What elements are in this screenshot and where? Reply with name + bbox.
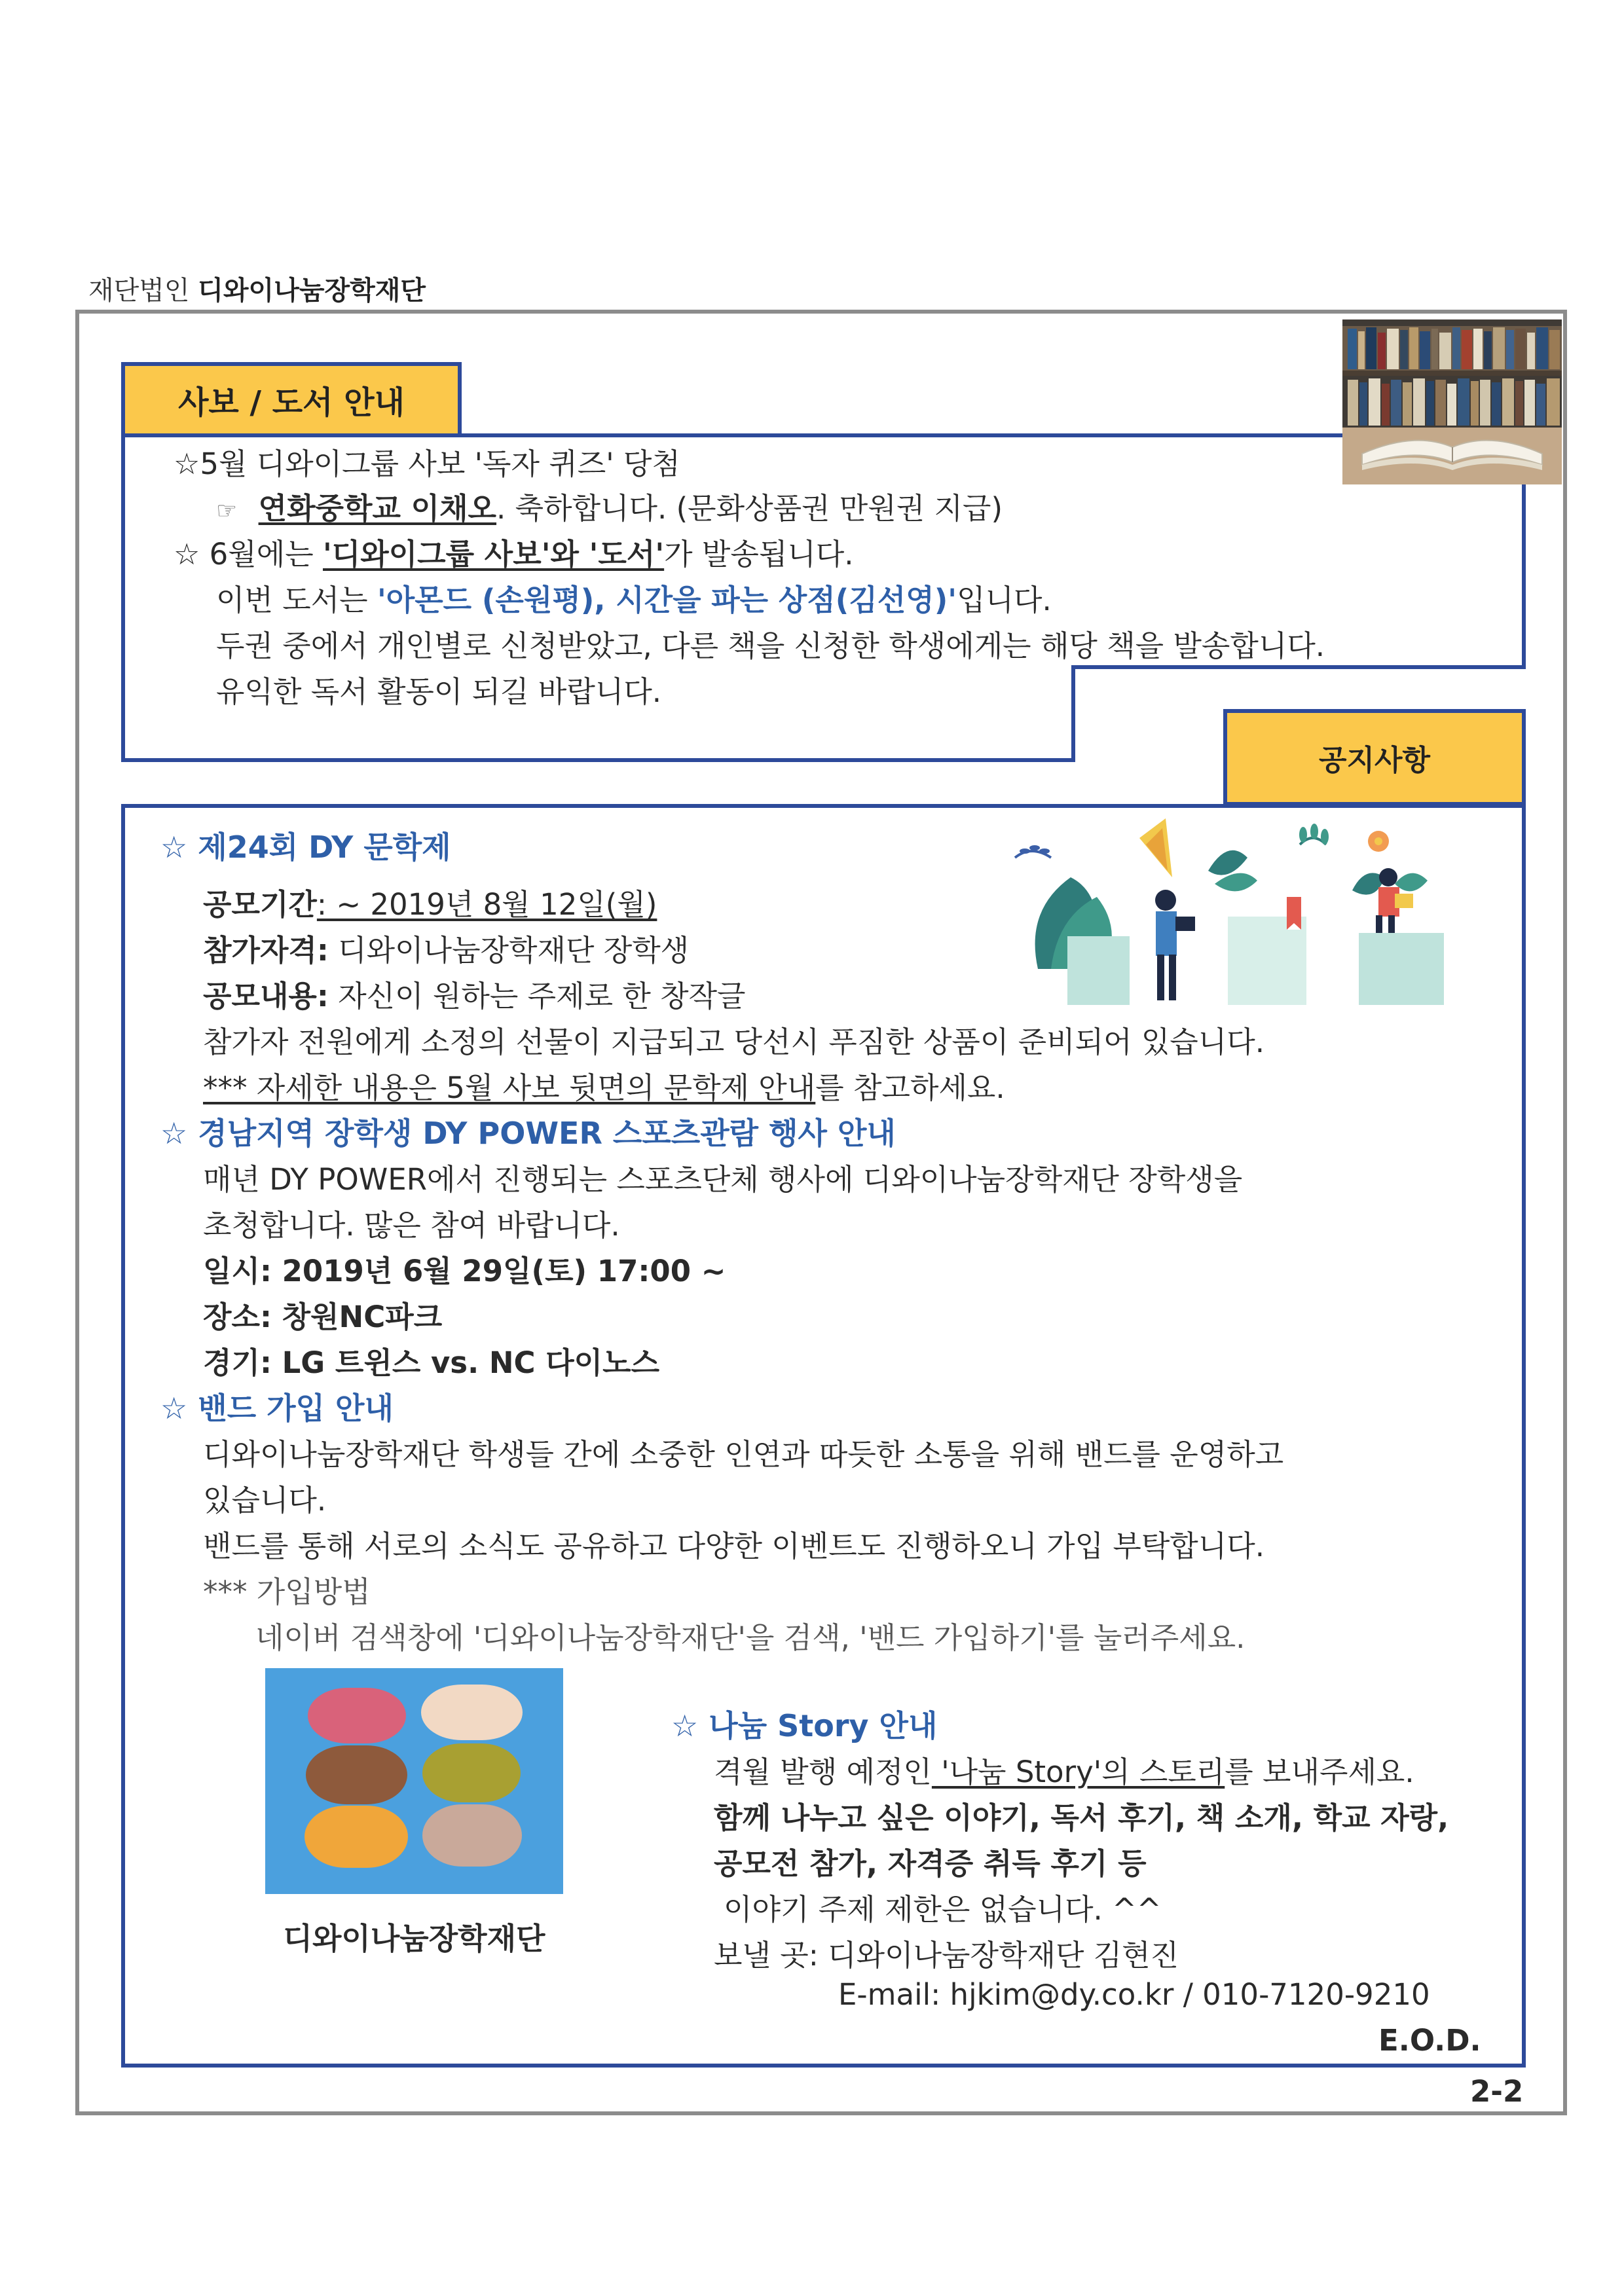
band-desc2: 있습니다. (203, 1483, 327, 1518)
sports-desc1: 매년 DY POWER에서 진행되는 스포츠단체 행사에 디와이나눔장학재단 장학생을 (203, 1162, 1243, 1197)
org-name: 디와이나눔장학재단 (198, 276, 426, 306)
reading-people-illustration (1012, 818, 1470, 1005)
section1-tab (121, 362, 462, 437)
literature-note2-rest: 를 참고하세요. (815, 1070, 1005, 1105)
eligibility-label: 참가자격: (203, 933, 329, 968)
content-row (203, 972, 746, 1015)
story-title: ☆ 나눔 Story 안내 (671, 1708, 938, 1743)
story-line1-prefix: 격월 발행 예정인 (714, 1755, 932, 1789)
literature-festival-title: ☆ 제24회 DY 문학제 (160, 829, 451, 865)
literature-note2-link: *** 자세한 내용은 5월 사보 뒷면의 문학제 안내 (203, 1070, 816, 1105)
section1-line3-prefix: ☆ 6월에는 (174, 537, 323, 572)
story-line1 (714, 1748, 1414, 1791)
pointing-hand-icon: ☞ (216, 498, 238, 524)
content-label: 공모내용: (203, 979, 329, 1013)
mailing-items: '디와이그룹 사보'와 '도서' (323, 537, 665, 572)
section2-tab (1223, 709, 1526, 806)
section1-line2-rest: . 축하합니다. (문화상품권 만원권 지급) (496, 491, 1003, 526)
story-line1-suffix: 를 보내주세요. (1225, 1755, 1414, 1789)
band-desc1: 디와이나눔장학재단 학생들 간에 소중한 인연과 따듯한 소통을 위해 밴드를 운영하고 (203, 1437, 1284, 1472)
story-line2: 함께 나누고 싶은 이야기, 독서 후기, 책 소개, 학교 자랑, (714, 1800, 1449, 1835)
period-row (203, 881, 657, 923)
sports-desc2: 초청합니다. 많은 참여 바랍니다. (203, 1208, 620, 1243)
section1-line3 (174, 530, 854, 573)
sports-date: 일시: 2019년 6월 29일(토) 17:00 ~ (203, 1254, 726, 1288)
macaron-cream (421, 1685, 523, 1740)
eligibility-value: 디와이나눔장학재단 장학생 (328, 933, 690, 968)
story-line4: 이야기 주제 제한은 없습니다. ^^ (724, 1892, 1162, 1927)
story-line1-link: '나눔 Story'의 스토리 (931, 1755, 1225, 1789)
macaron-orange (304, 1806, 408, 1868)
open-book-photo-graphic (1342, 319, 1562, 484)
literature-note1: 참가자 전원에게 소정의 선물이 지급되고 당선시 푸짐한 상품이 준비되어 있습니다. (203, 1025, 1265, 1059)
section1-line5: 두권 중에서 개인별로 신청받았고, 다른 책을 신청한 학생에게는 해당 책을 발송합니다. (216, 629, 1325, 663)
open-book-photo (1342, 319, 1562, 484)
macaron-beige (422, 1804, 522, 1867)
period-label: 공모기간 (203, 887, 317, 922)
section1-line1: ☆5월 디와이그룹 사보 '독자 퀴즈' 당첨 (174, 446, 680, 481)
sports-game: 경기: LG 트윈스 vs. NC 다이노스 (203, 1345, 660, 1380)
section2-tab-label: 공지사항 (1318, 744, 1430, 777)
quiz-winner: 연화중학교 이채오 (258, 491, 497, 526)
band-method-label: *** 가입방법 (203, 1575, 371, 1609)
literature-note2 (203, 1064, 1005, 1106)
macaron-brown (306, 1745, 407, 1804)
story-contact: E-mail: hjkim@dy.co.kr / 010-7120-9210 (838, 1977, 1430, 2012)
org-prefix: 재단법인 (88, 276, 190, 306)
content-value: 자신이 원하는 주제로 한 창작글 (328, 979, 746, 1013)
period-value: : ~ 2019년 8월 12일(월) (316, 887, 657, 922)
eligibility-row (203, 926, 689, 969)
macaron-green (422, 1743, 521, 1802)
reading-people-illustration-graphic (1012, 818, 1470, 1005)
section1-line2 (216, 484, 1003, 527)
macaron-photo (265, 1668, 563, 1894)
section1-tab-label: 사보 / 도서 안내 (178, 384, 405, 421)
band-desc3: 밴드를 통해 서로의 소식도 공유하고 다양한 이벤트도 진행하오니 가입 부탁합니다. (203, 1529, 1265, 1563)
section1-line4-suffix: 입니다. (957, 583, 1052, 617)
band-title: ☆ 밴드 가입 안내 (160, 1391, 394, 1426)
macaron-pink (308, 1688, 406, 1743)
band-method: 네이버 검색창에 '디와이나눔장학재단'을 검색, '밴드 가입하기'를 눌러주세요. (255, 1620, 1246, 1655)
sports-place: 장소: 창원NC파크 (203, 1300, 443, 1334)
end-of-document: E.O.D. (1378, 2023, 1481, 2058)
section1-line6: 유익한 독서 활동이 되길 바랍니다. (216, 674, 662, 709)
org-header (88, 270, 426, 307)
section1-line3-suffix: 가 발송됩니다. (664, 537, 854, 572)
sports-event-title: ☆ 경남지역 장학생 DY POWER 스포츠관람 행사 안내 (160, 1116, 896, 1151)
page-number: 2-2 (1470, 2074, 1524, 2109)
section1-line4-prefix: 이번 도서는 (216, 583, 377, 617)
section1-line4 (216, 576, 1052, 619)
image-caption: 디와이나눔장학재단 (283, 1921, 545, 1956)
story-line3: 공모전 참가, 자격증 취득 후기 등 (714, 1846, 1147, 1881)
story-line5: 보낼 곳: 디와이나눔장학재단 김현진 (714, 1938, 1179, 1973)
book-titles: '아몬드 (손원평), 시간을 파는 상점(김선영)' (377, 583, 957, 617)
